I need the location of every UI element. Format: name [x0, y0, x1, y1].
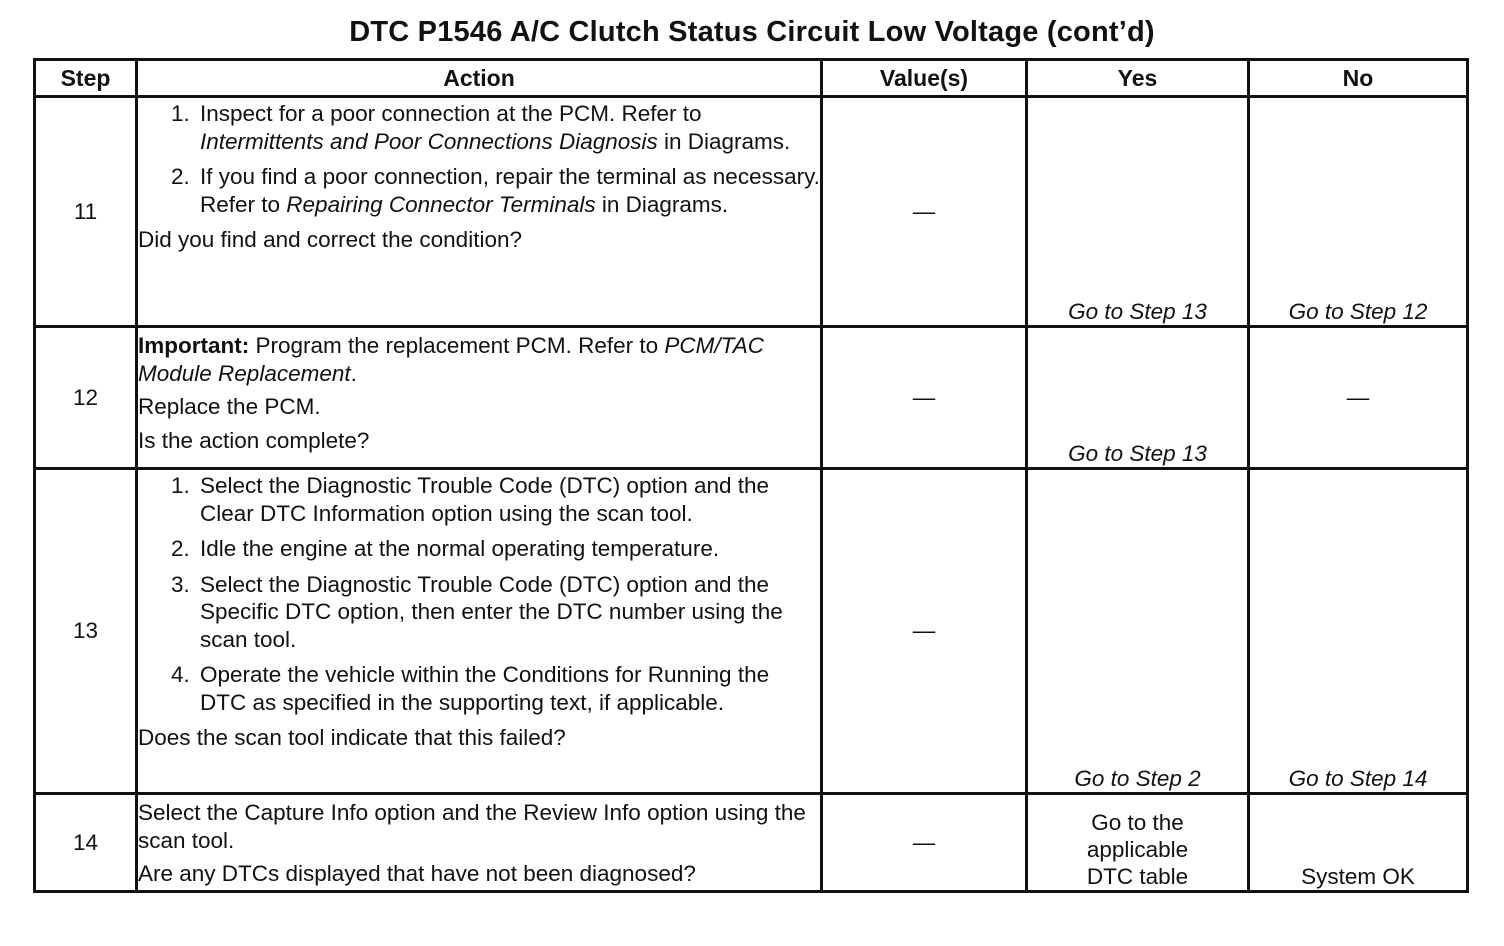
action-question: Does the scan tool indicate that this failed? [138, 725, 566, 750]
table-header-row [35, 60, 1468, 97]
value-cell: — [822, 327, 1027, 469]
value-cell: — [822, 794, 1027, 892]
important-label: Important: [138, 333, 250, 358]
action-question: Did you find and correct the condition? [138, 227, 522, 252]
step-number: 14 [35, 794, 137, 892]
yes-cell: Go to Step 13 [1027, 97, 1249, 327]
header-action: Action [137, 60, 822, 97]
action-line: Replace the PCM. [138, 394, 321, 419]
page-title: DTC P1546 A/C Clutch Status Circuit Low Voltage (cont’d) [349, 16, 1155, 48]
value-cell: — [822, 469, 1027, 794]
action-step: 2. Idle the engine at the normal operating temperature. [196, 535, 820, 563]
action-steps [138, 472, 820, 716]
action-step: 2. If you find a poor connection, repair the terminal as necessary. Refer to Repairing Connector Terminals in Diagrams. [196, 163, 820, 218]
header-yes: Yes [1027, 60, 1249, 97]
dtc-table [33, 58, 1469, 893]
action-step: 1. Inspect for a poor connection at the PCM. Refer to Intermittents and Poor Connections Diagnosis in Diagrams. [196, 100, 820, 155]
no-cell: System OK [1249, 794, 1468, 892]
yes-line: DTC table [1086, 864, 1189, 889]
action-cell [137, 97, 822, 327]
table-row [35, 794, 1468, 892]
no-cell: Go to Step 12 [1249, 97, 1468, 327]
table-row [35, 327, 1468, 469]
header-step: Step [35, 60, 137, 97]
header-no: No [1249, 60, 1468, 97]
yes-line: Go to the [1091, 810, 1184, 835]
action-cell [137, 794, 822, 892]
yes-cell [1027, 794, 1249, 892]
action-cell [137, 327, 822, 469]
action-step: 1. Select the Diagnostic Trouble Code (DTC) option and the Clear DTC Information option using the scan tool. [196, 472, 820, 527]
yes-line: applicable [1086, 837, 1189, 862]
table-row [35, 97, 1468, 327]
table-row [35, 469, 1468, 794]
yes-cell: Go to Step 13 [1027, 327, 1249, 469]
step-number: 12 [35, 327, 137, 469]
step-number: 13 [35, 469, 137, 794]
no-cell: — [1249, 327, 1468, 469]
no-cell: Go to Step 14 [1249, 469, 1468, 794]
header-values: Value(s) [822, 60, 1027, 97]
action-steps [138, 100, 820, 218]
yes-cell: Go to Step 2 [1027, 469, 1249, 794]
action-line: Select the Capture Info option and the Review Info option using the scan tool. [138, 800, 806, 853]
important-note: Important: Program the replacement PCM. Refer to PCM/TAC Module Replacement. [138, 333, 765, 386]
action-cell [137, 469, 822, 794]
action-question: Are any DTCs displayed that have not been diagnosed? [138, 861, 696, 886]
action-question: Is the action complete? [138, 427, 370, 453]
action-step: 4. Operate the vehicle within the Conditions for Running the DTC as specified in the supporting text, if applicable. [196, 661, 820, 716]
step-number: 11 [35, 97, 137, 327]
action-step: 3. Select the Diagnostic Trouble Code (DTC) option and the Specific DTC option, then enter the DTC number using the scan tool. [196, 571, 820, 654]
value-cell: — [822, 97, 1027, 327]
